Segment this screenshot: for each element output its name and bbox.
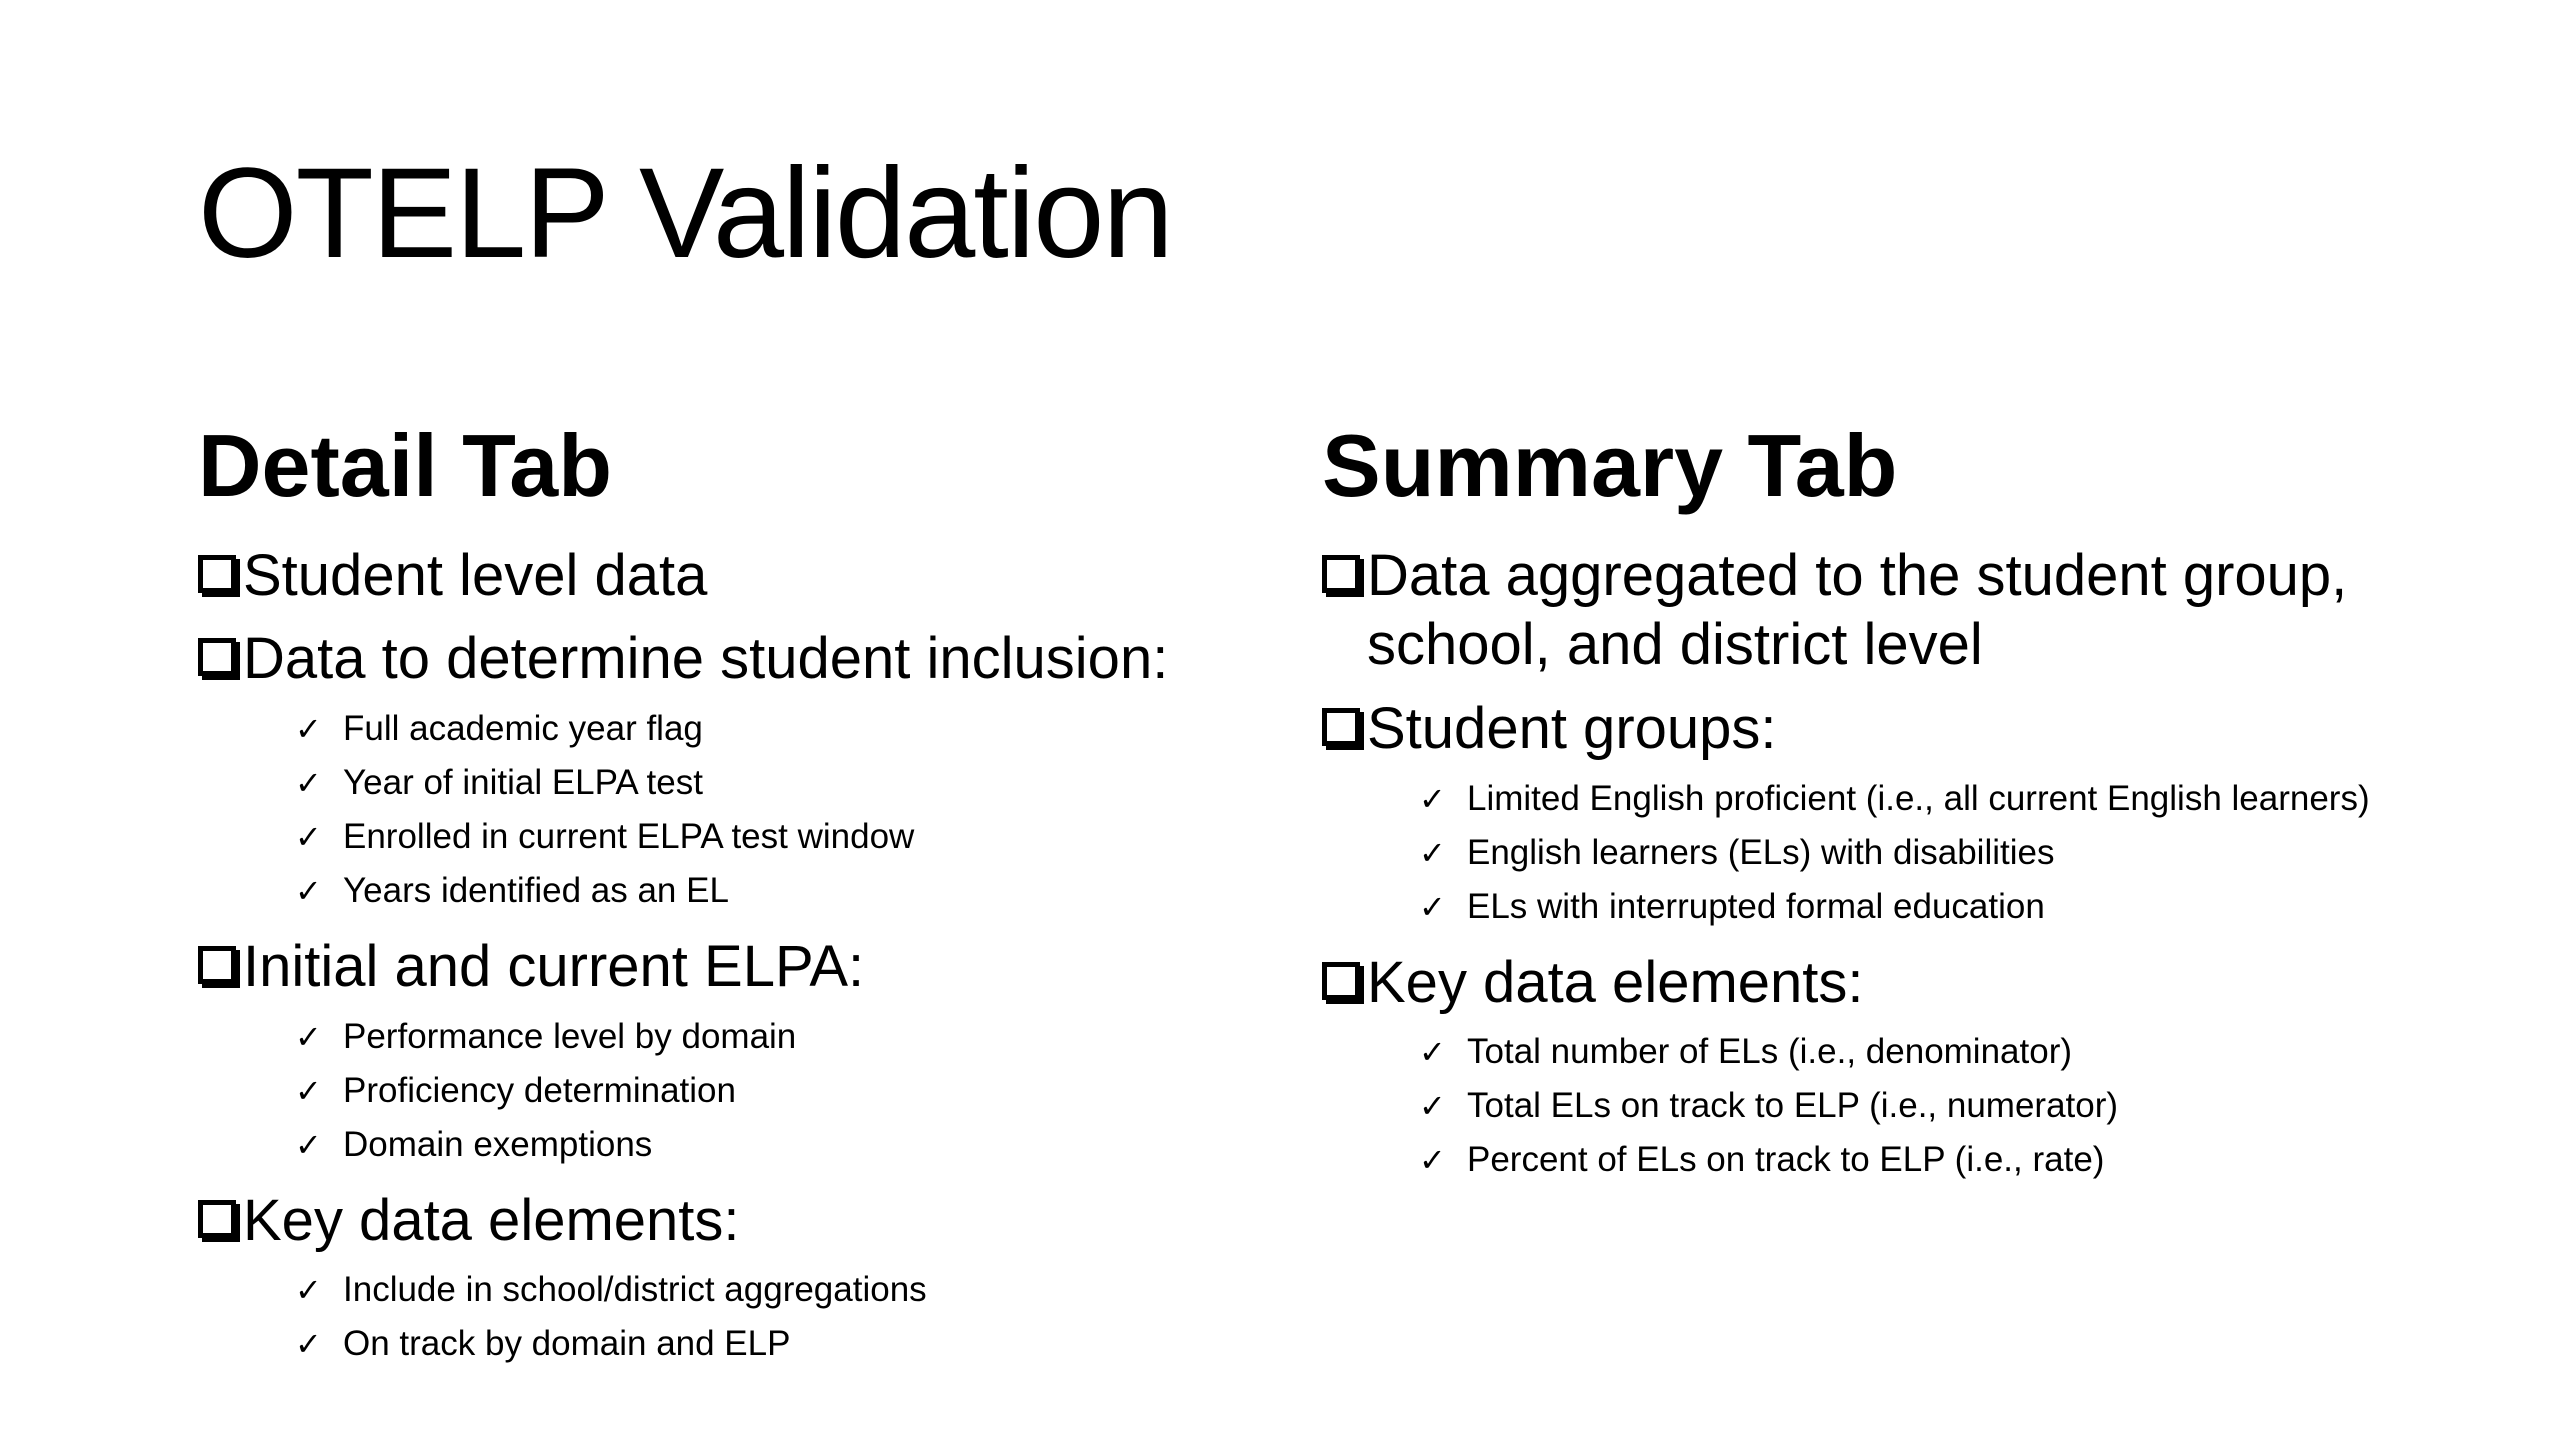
checkmark-icon: ✓: [295, 1017, 322, 1056]
checkbox-square-icon: [198, 1200, 236, 1238]
section-label: Data aggregated to the student group, school, and district level: [1367, 542, 2348, 678]
checkmark-icon: ✓: [1419, 1087, 1446, 1126]
item-text: ELs with interrupted formal education: [1467, 886, 2045, 926]
item-text: Domain exemptions: [343, 1124, 653, 1164]
item-text: Proficiency determination: [343, 1070, 736, 1110]
checkbox-square-icon: [1322, 708, 1360, 746]
item-text: Year of initial ELPA test: [343, 762, 703, 802]
list-item: [295, 864, 1278, 918]
checkmark-icon: ✓: [295, 1125, 322, 1164]
checkbox-square-icon: [198, 638, 236, 676]
item-text: Limited English proficient (i.e., all current English learners): [1467, 778, 2370, 818]
sub-list: [198, 702, 1278, 918]
sub-list: [1322, 772, 2502, 934]
section-label: Student level data: [243, 542, 708, 608]
summary-section-aggregated: [1322, 541, 2502, 680]
slide-title: OTELP Validation: [198, 142, 1172, 285]
summary-tab-heading: Summary Tab: [1322, 416, 1898, 515]
checkmark-icon: ✓: [295, 1071, 322, 1110]
list-item: [1419, 1133, 2502, 1187]
item-text: English learners (ELs) with disabilities: [1467, 832, 2055, 872]
list-item: [295, 810, 1278, 864]
list-item: [295, 1118, 1278, 1172]
item-text: Years identified as an EL: [343, 870, 729, 910]
detail-tab-heading: Detail Tab: [198, 416, 613, 515]
checkbox-square-icon: [1322, 962, 1360, 1000]
section-label: Initial and current ELPA:: [243, 933, 865, 999]
list-item: [295, 1317, 1278, 1371]
list-item: [1419, 772, 2502, 826]
list-item: [295, 756, 1278, 810]
checkmark-icon: ✓: [295, 817, 322, 856]
checkbox-square-icon: [198, 946, 236, 984]
checkmark-icon: ✓: [295, 709, 322, 748]
checkmark-icon: ✓: [295, 763, 322, 802]
checkmark-icon: ✓: [295, 871, 322, 910]
list-item: [295, 1064, 1278, 1118]
item-text: Total number of ELs (i.e., denominator): [1467, 1032, 2073, 1072]
detail-section-elpa: [198, 932, 1278, 1172]
section-label: Key data elements:: [1367, 949, 1864, 1015]
summary-section-key-data: [1322, 948, 2502, 1188]
checkmark-icon: ✓: [1419, 833, 1446, 872]
sub-list: [1322, 1025, 2502, 1187]
item-text: Total ELs on track to ELP (i.e., numerator): [1467, 1086, 2119, 1126]
list-item: [295, 1010, 1278, 1064]
detail-section-key-data: [198, 1186, 1278, 1372]
item-text: Performance level by domain: [343, 1016, 797, 1056]
section-label: Student groups:: [1367, 695, 1777, 761]
checkmark-icon: ✓: [1419, 779, 1446, 818]
item-text: Percent of ELs on track to ELP (i.e., rate): [1467, 1140, 2105, 1180]
summary-tab-column: [1322, 418, 2502, 1201]
checkmark-icon: ✓: [1419, 887, 1446, 926]
section-label: Key data elements:: [243, 1187, 740, 1253]
summary-section-student-groups: [1322, 694, 2502, 934]
list-item: [295, 702, 1278, 756]
detail-section-student-level: [198, 541, 1278, 611]
checkmark-icon: ✓: [1419, 1141, 1446, 1180]
checkbox-square-icon: [1322, 555, 1360, 593]
sub-list: [198, 1263, 1278, 1371]
checkbox-square-icon: [198, 555, 236, 593]
detail-section-inclusion: [198, 624, 1278, 918]
checkmark-icon: ✓: [295, 1271, 322, 1310]
item-text: On track by domain and ELP: [343, 1324, 791, 1364]
list-item: [1419, 826, 2502, 880]
checkmark-icon: ✓: [295, 1325, 322, 1364]
list-item: [1419, 880, 2502, 934]
checkmark-icon: ✓: [1419, 1033, 1446, 1072]
detail-tab-column: [198, 418, 1278, 1385]
list-item: [1419, 1079, 2502, 1133]
item-text: Full academic year flag: [343, 708, 703, 748]
item-text: Enrolled in current ELPA test window: [343, 816, 915, 856]
list-item: [1419, 1025, 2502, 1079]
sub-list: [198, 1010, 1278, 1172]
item-text: Include in school/district aggregations: [343, 1270, 927, 1310]
list-item: [295, 1263, 1278, 1317]
section-label: Data to determine student inclusion:: [243, 626, 1169, 692]
